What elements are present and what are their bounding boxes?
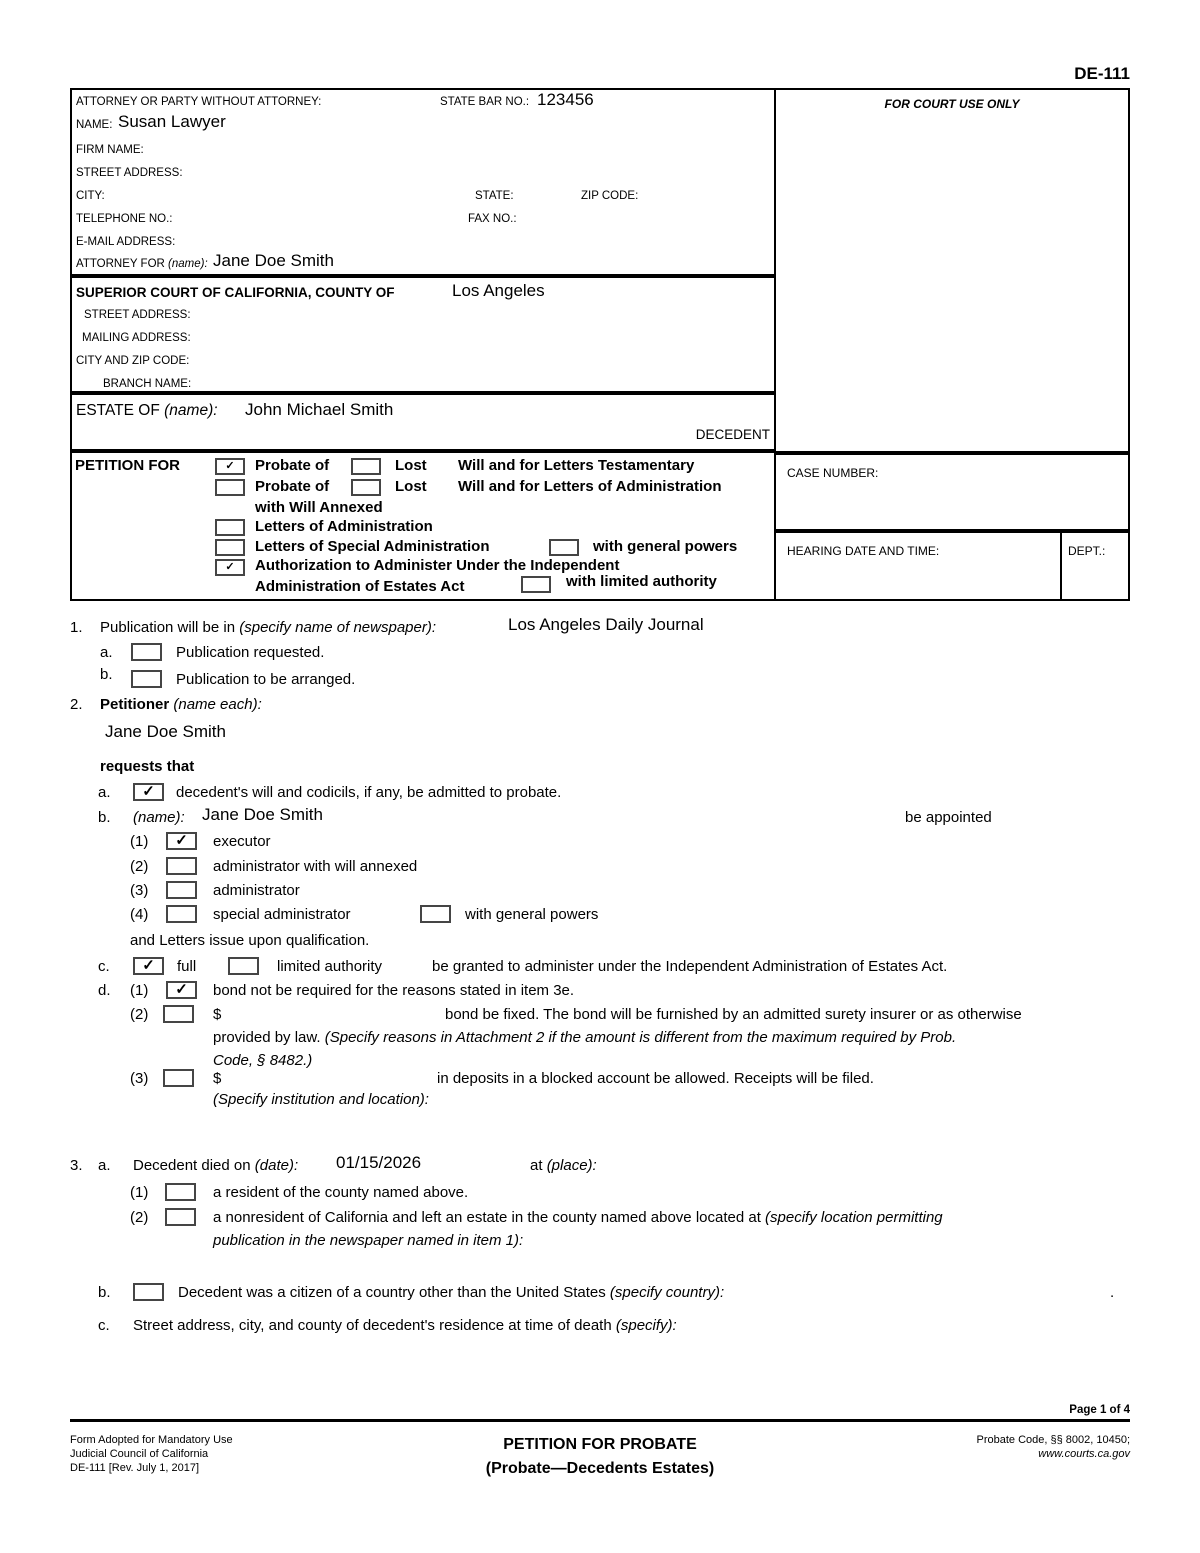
court-use-box (774, 88, 1130, 453)
checkbox-special-admin-general-powers[interactable] (420, 905, 451, 923)
item3b-period: . (1110, 1284, 1115, 1301)
item2b4-text: special administrator (213, 906, 351, 923)
footer-rule (70, 1419, 1130, 1422)
item3a-place-line (530, 1157, 597, 1174)
item3c-paren: (specify): (615, 1317, 677, 1334)
footer-form-title: PETITION FOR PROBATE (503, 1436, 697, 1453)
petition-row2-cont: with Will Annexed (255, 499, 383, 516)
item1-number: 1. (70, 619, 83, 636)
item2a-label: a. (98, 784, 111, 801)
petition-row1-rest: Will and for Letters Testamentary (458, 457, 695, 474)
death-date-value[interactable]: 01/15/2026 (336, 1153, 422, 1172)
checkbox-special-administrator[interactable] (166, 905, 197, 923)
court-street-label: STREET ADDRESS: (84, 309, 191, 321)
item2d2-cont-line (213, 1029, 956, 1046)
item2d1-text: bond not be required for the reasons stated in item 3e. (213, 982, 575, 999)
item2d2-text: bond be fixed. The bond will be furnished by an admitted surety insurer or as otherwise (445, 1006, 1022, 1023)
petition-row5-cont: Administration of Estates Act (255, 578, 465, 595)
decedent-name-value[interactable]: John Michael Smith (245, 400, 394, 419)
checkbox-letters-special-administration[interactable] (215, 539, 245, 556)
case-number-label: CASE NUMBER: (787, 466, 879, 480)
item3a1-label: (1) (130, 1184, 149, 1201)
checkbox-administrator-will-annexed[interactable] (166, 857, 197, 875)
attorney-for-text: ATTORNEY FOR (76, 258, 165, 270)
checkbox-administrator[interactable] (166, 881, 197, 899)
item3b-paren: (specify country): (609, 1284, 725, 1301)
attorney-header-label: ATTORNEY OR PARTY WITHOUT ATTORNEY: (76, 96, 322, 108)
item3a-place-paren: (place): (546, 1157, 597, 1174)
firm-name-label: FIRM NAME: (76, 144, 144, 156)
item2-paren: (name each): (173, 696, 262, 713)
checkbox-bond-not-required[interactable]: ✓ (166, 981, 197, 999)
item2c-limited-text: limited authority (277, 958, 383, 975)
petition-row2-rest: Will and for Letters of Administration (458, 478, 722, 495)
item2d3-cont-italic: (Specify institution and location): (213, 1091, 429, 1108)
petition-row2-lost-label: Lost (395, 478, 427, 495)
petition-row1-lost-label: Lost (395, 457, 427, 474)
state-bar-value[interactable]: 123456 (537, 90, 594, 109)
petitioner-name-value[interactable]: Jane Doe Smith (105, 722, 226, 741)
item3a2-line (213, 1209, 943, 1226)
estate-of-label: ESTATE OF (76, 402, 160, 419)
item2b4-general-text: with general powers (465, 906, 599, 923)
page-number: Page 1 of 4 (1069, 1404, 1130, 1416)
attorney-for-label (76, 258, 208, 270)
item3b-label: b. (98, 1284, 111, 1301)
item3c-text: Street address, city, and county of decedent's residence at time of death (133, 1317, 612, 1334)
item1a-text: Publication requested. (176, 644, 325, 661)
item2d3-dollar: $ (213, 1070, 222, 1087)
checkbox-with-general-powers-header[interactable] (549, 539, 579, 556)
item1a-label: a. (100, 644, 113, 661)
item2b2-label: (2) (130, 858, 149, 875)
for-court-use-label: FOR COURT USE ONLY (884, 97, 1020, 111)
item2b3-text: administrator (213, 882, 300, 899)
form-number: DE-111 (1074, 64, 1130, 83)
footer-right-line2[interactable]: www.courts.ca.gov (1038, 1448, 1130, 1460)
petition-row4-text: Letters of Special Administration (255, 538, 490, 555)
item2d2-label: (2) (130, 1006, 149, 1023)
item3-number: 3. (70, 1157, 83, 1174)
attorney-name-value[interactable]: Susan Lawyer (118, 112, 226, 131)
checkbox-limited-authority[interactable] (228, 957, 259, 975)
item2b4-label: (4) (130, 906, 149, 923)
item3a-lead-line (133, 1157, 298, 1174)
checkbox-with-limited-authority-header[interactable] (521, 576, 551, 593)
appointee-name-value[interactable]: Jane Doe Smith (202, 805, 323, 824)
petition-row5-text: Authorization to Administer Under the Independent (255, 557, 620, 574)
item1-lead-line (100, 619, 436, 636)
petition-row5-limited-text: with limited authority (566, 573, 717, 590)
email-label: E-MAIL ADDRESS: (76, 236, 176, 248)
item2d2-cont: provided by law. (213, 1029, 321, 1046)
item2c-full-text: full (177, 958, 197, 975)
item2b2-text: administrator with will annexed (213, 858, 418, 875)
item3b-text: Decedent was a citizen of a country other than the United States (178, 1284, 606, 1301)
item3a-lead: Decedent died on (133, 1157, 251, 1174)
item3a2-italic: (specify location permitting (765, 1209, 943, 1226)
item2b-qualification-text: and Letters issue upon qualification. (130, 932, 370, 949)
checkbox-publication-arranged[interactable] (131, 670, 162, 688)
item3a-at: at (530, 1157, 543, 1174)
item2c-label: c. (98, 958, 110, 975)
newspaper-value[interactable]: Los Angeles Daily Journal (508, 615, 704, 634)
item2d2-cont-italic: (Specify reasons in Attachment 2 if the amount is different from the maximum required by Prob. (324, 1029, 957, 1046)
checkbox-row1-lost[interactable] (351, 458, 381, 475)
checkbox-full-authority[interactable]: ✓ (133, 957, 164, 975)
petition-row3-text: Letters of Administration (255, 518, 433, 535)
checkbox-letters-of-administration[interactable] (215, 519, 245, 536)
item1-specify: (specify name of newspaper): (239, 619, 437, 636)
attorney-for-paren: (name): (168, 258, 208, 270)
checkbox-blocked-account[interactable] (163, 1069, 194, 1087)
footer-right-line1: Probate Code, §§ 8002, 10450; (976, 1434, 1130, 1446)
state-label: STATE: (475, 190, 514, 202)
checkbox-row2-lost[interactable] (351, 479, 381, 496)
requests-that-label: requests that (100, 758, 195, 775)
city-label: CITY: (76, 190, 105, 202)
checkbox-publication-requested[interactable] (131, 643, 162, 661)
checkbox-resident-of-county[interactable] (165, 1183, 196, 1201)
item2-title: Petitioner (100, 696, 170, 713)
checkbox-nonresident-california[interactable] (165, 1208, 196, 1226)
checkbox-will-admitted-probate[interactable]: ✓ (133, 783, 164, 801)
dept-label: DEPT.: (1068, 544, 1106, 558)
petition-row4-general-text: with general powers (593, 538, 738, 555)
item2d-label: d. (98, 982, 111, 999)
item2d2-dollar: $ (213, 1006, 222, 1023)
item2b-appointed-text: be appointed (905, 809, 992, 826)
attorney-for-value[interactable]: Jane Doe Smith (213, 251, 334, 270)
item2a-text: decedent's will and codicils, if any, be admitted to probate. (176, 784, 562, 801)
item2b1-text: executor (213, 833, 271, 850)
estate-of-line (76, 402, 218, 420)
checkbox-probate-lost-will-testamentary[interactable]: ✓ (215, 458, 245, 475)
item3a-label: a. (98, 1157, 111, 1174)
case-number-box (774, 453, 1130, 531)
item2-title-line (100, 696, 262, 713)
item2d3-text: in deposits in a blocked account be allowed. Receipts will be filed. (437, 1070, 874, 1087)
footer-left-line3: DE-111 [Rev. July 1, 2017] (70, 1462, 200, 1474)
county-value[interactable]: Los Angeles (452, 281, 545, 300)
item3a-date-paren: (date): (254, 1157, 299, 1174)
court-city-zip-label: CITY AND ZIP CODE: (76, 355, 190, 367)
item3c-label: c. (98, 1317, 110, 1334)
petition-for-title: PETITION FOR (75, 457, 180, 474)
petition-row2-probate-of: Probate of (255, 478, 330, 495)
superior-court-title: SUPERIOR COURT OF CALIFORNIA, COUNTY OF (76, 285, 395, 300)
item2b-label: b. (98, 809, 111, 826)
checkbox-bond-be-fixed[interactable] (163, 1005, 194, 1023)
item2b1-label: (1) (130, 833, 149, 850)
item3a2-italic2: publication in the newspaper named in item 1): (213, 1232, 524, 1249)
item3a1-text: a resident of the county named above. (213, 1184, 469, 1201)
item1b-label: b. (100, 666, 113, 683)
court-branch-label: BRANCH NAME: (103, 378, 192, 390)
footer-left-line1: Form Adopted for Mandatory Use (70, 1434, 233, 1446)
item2d3-label: (3) (130, 1070, 149, 1087)
estate-name-paren: (name): (164, 402, 218, 419)
checkbox-authorization-iaea[interactable]: ✓ (215, 559, 245, 576)
item2d2-cont-italic2: Code, § 8482.) (213, 1052, 313, 1069)
item2c-text: be granted to administer under the Independent Administration of Estates Act. (432, 958, 948, 975)
checkbox-probate-lost-will-administration[interactable] (215, 479, 245, 496)
name-label: NAME: (76, 119, 113, 131)
item2b-paren: (name): (133, 809, 185, 826)
checkbox-executor[interactable]: ✓ (166, 832, 197, 850)
item1b-text: Publication to be arranged. (176, 671, 356, 688)
item1-lead: Publication will be in (100, 619, 236, 636)
item2d1-label: (1) (130, 982, 149, 999)
item3c-line (133, 1317, 677, 1334)
street-address-label: STREET ADDRESS: (76, 167, 183, 179)
item3b-line (178, 1284, 724, 1301)
fax-label: FAX NO.: (468, 213, 517, 225)
dept-box (1060, 531, 1130, 601)
item2b3-label: (3) (130, 882, 149, 899)
item3a2-label: (2) (130, 1209, 149, 1226)
footer-form-subtitle: (Probate—Decedents Estates) (485, 1460, 715, 1477)
state-bar-label: STATE BAR NO.: (440, 96, 530, 108)
item3a2-text: a nonresident of California and left an estate in the county named above located at (213, 1209, 761, 1226)
court-mailing-label: MAILING ADDRESS: (82, 332, 191, 344)
zip-code-label: ZIP CODE: (581, 190, 639, 202)
item2-number: 2. (70, 696, 83, 713)
footer-left-line2: Judicial Council of California (70, 1448, 209, 1460)
checkbox-citizen-other-country[interactable] (133, 1283, 164, 1301)
hearing-label: HEARING DATE AND TIME: (787, 544, 940, 558)
decedent-label: DECEDENT (695, 427, 770, 442)
petition-row1-probate-of: Probate of (255, 457, 330, 474)
telephone-label: TELEPHONE NO.: (76, 213, 173, 225)
